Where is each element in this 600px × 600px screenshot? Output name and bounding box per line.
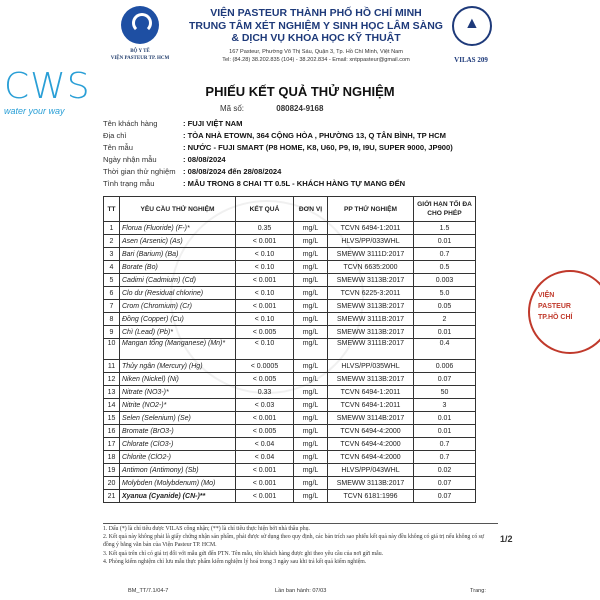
row-number: 10: [104, 339, 120, 360]
col-header: GIỚI HẠN TỐI ĐA CHO PHÉP: [414, 197, 476, 222]
table-row: [104, 222, 476, 235]
test-method: SMEWW 3113B:2017: [328, 274, 414, 287]
table-row: [104, 490, 476, 503]
test-method: TCVN 6181:1996: [328, 490, 414, 503]
unit: mg/L: [294, 490, 328, 503]
table-row: [104, 360, 476, 373]
table-row: [104, 373, 476, 386]
table-row: [104, 274, 476, 287]
document-code-label: Mã số:: [220, 104, 245, 113]
info-row: [103, 118, 503, 130]
row-number: 15: [104, 412, 120, 425]
row-number: 9: [104, 326, 120, 339]
result-value: < 0.005: [236, 425, 294, 438]
result-value: < 0.005: [236, 373, 294, 386]
test-method: SMEWW 3111D:2017: [328, 248, 414, 261]
test-method: SMEWW 3113B:2017: [328, 477, 414, 490]
ministry-caption: [104, 48, 176, 62]
note: 3. Kết quả trên chỉ có giá trị đối với mẫu gửi đến PTN. Tên mẫu, tên khách hàng được ghi theo yêu cầu của nơi gửi mẫu.: [103, 550, 384, 557]
info-row: [103, 154, 503, 166]
result-value: < 0.001: [236, 274, 294, 287]
row-number: 2: [104, 235, 120, 248]
result-value: < 0.001: [236, 464, 294, 477]
info-value: : 08/08/2024: [183, 155, 226, 164]
table-row: [104, 300, 476, 313]
max-limit: 3: [414, 399, 476, 412]
unit: mg/L: [294, 326, 328, 339]
col-header: KẾT QUẢ: [236, 197, 294, 222]
max-limit: 0.7: [414, 451, 476, 464]
unit: mg/L: [294, 451, 328, 464]
unit: mg/L: [294, 412, 328, 425]
unit: mg/L: [294, 438, 328, 451]
result-value: < 0.10: [236, 287, 294, 300]
info-value: : 08/08/2024 đến 28/08/2024: [183, 167, 282, 176]
result-value: < 0.03: [236, 399, 294, 412]
result-value: < 0.001: [236, 412, 294, 425]
note: 2. Kết quả này không phải là giấy chứng nhận sản phẩm, phải được sử dụng theo quy định, các bản trích sao phiếu kết quả này đều không có giá trị nếu không có sự đồng ý bằng văn bản của Viện Pasteur TP. HCM.: [103, 534, 485, 549]
unit: mg/L: [294, 287, 328, 300]
max-limit: 0.05: [414, 300, 476, 313]
document-code-value: 080824-9168: [276, 104, 324, 113]
results-table: [103, 196, 476, 503]
unit: mg/L: [294, 248, 328, 261]
test-method: TCVN 6494-1:2011: [328, 386, 414, 399]
row-number: 8: [104, 313, 120, 326]
result-value: < 0.04: [236, 451, 294, 464]
result-value: < 0.005: [236, 326, 294, 339]
info-value: : NƯỚC - FUJI SMART (P8 HOME, K8, U60, P9, I9, I9U, SUPER 9000, JP900): [183, 143, 453, 152]
info-label: Địa chỉ: [103, 131, 127, 140]
max-limit: 0.4: [414, 339, 476, 360]
row-number: 12: [104, 373, 120, 386]
test-method: HLVS/PP/043WHL: [328, 464, 414, 477]
institute-name: [182, 7, 450, 45]
test-method: HLVS/PP/033WHL: [328, 235, 414, 248]
result-value: < 0.10: [236, 313, 294, 326]
address-line: 167 Pasteur, Phường Võ Thị Sáu, Quận 3, Tp. Hồ Chí Minh, Việt Nam: [229, 49, 403, 55]
test-name: Antimon (Antimony) (Sb): [120, 464, 236, 477]
contact-line: Tel: (84.28) 38.202.835 (104) - 38.202.834 - Email: xntppasteur@gmail.com: [222, 57, 410, 63]
max-limit: 50: [414, 386, 476, 399]
test-name: Thủy ngân (Mercury) (Hg): [120, 360, 236, 373]
max-limit: 0.7: [414, 438, 476, 451]
table-row: [104, 438, 476, 451]
test-name: Nitrate (NO3-)*: [120, 386, 236, 399]
test-method: TCVN 6494-4:2000: [328, 451, 414, 464]
unit: mg/L: [294, 222, 328, 235]
test-name: Niken (Nickel) (Ni): [120, 373, 236, 386]
table-row: [104, 425, 476, 438]
max-limit: 0.02: [414, 464, 476, 477]
max-limit: 0.01: [414, 425, 476, 438]
row-number: 13: [104, 386, 120, 399]
row-number: 19: [104, 464, 120, 477]
result-value: 0.35: [236, 222, 294, 235]
form-code: BM_TT/7.1/04-7: [128, 588, 169, 594]
test-name: Molybden (Molybdenum) (Mo): [120, 477, 236, 490]
test-method: TCVN 6494-1:2011: [328, 399, 414, 412]
test-name: Bari (Barium) (Ba): [120, 248, 236, 261]
test-method: TCVN 6494-4:2000: [328, 438, 414, 451]
unit: mg/L: [294, 235, 328, 248]
unit: mg/L: [294, 386, 328, 399]
row-number: 7: [104, 300, 120, 313]
result-value: < 0.001: [236, 477, 294, 490]
accreditation-label: VILAS 209: [454, 56, 488, 64]
test-name: Mangan tổng (Manganese) (Mn)*: [120, 339, 236, 360]
info-row: [103, 178, 503, 190]
stamp-text: TP.HỒ CHÍ: [538, 314, 573, 321]
test-method: SMEWW 3113B:2017: [328, 373, 414, 386]
table-row: [104, 386, 476, 399]
col-header: ĐƠN VỊ: [294, 197, 328, 222]
unit: mg/L: [294, 339, 328, 360]
unit: mg/L: [294, 373, 328, 386]
result-value: < 0.001: [236, 235, 294, 248]
info-label: Tên khách hàng: [103, 119, 158, 128]
max-limit: 0.5: [414, 261, 476, 274]
row-number: 16: [104, 425, 120, 438]
row-number: 18: [104, 451, 120, 464]
table-row: [104, 235, 476, 248]
document-code: [220, 104, 323, 114]
test-method: TCVN 6635:2000: [328, 261, 414, 274]
test-name: Crom (Chromium) (Cr): [120, 300, 236, 313]
test-name: Selen (Selenium) (Se): [120, 412, 236, 425]
result-value: < 0.001: [236, 490, 294, 503]
test-method: SMEWW 3111B:2017: [328, 339, 414, 360]
test-name: Chlorite (ClO2-): [120, 451, 236, 464]
table-row: [104, 477, 476, 490]
info-value: : MẪU TRONG 8 CHAI TT 0.5L - KHÁCH HÀNG TỰ MANG ĐẾN: [183, 179, 406, 188]
note: 1. Dấu (*) là chỉ tiêu được VILAS công nhận; (**) là chỉ tiêu thực hiện bởi nhà thầu phụ.: [103, 526, 310, 532]
cws-tagline: water your way: [4, 106, 65, 116]
institute-line: VIỆN PASTEUR THÀNH PHỐ HỒ CHÍ MINH: [210, 7, 422, 19]
table-row: [104, 287, 476, 300]
institute-line: & DỊCH VỤ KHOA HỌC KỸ THUẬT: [231, 32, 401, 44]
unit: mg/L: [294, 360, 328, 373]
table-row: [104, 261, 476, 274]
notes: [103, 525, 491, 566]
info-value: : TÒA NHÀ ETOWN, 364 CỘNG HÒA , PHƯỜNG 13, Q TÂN BÌNH, TP HCM: [183, 131, 446, 140]
result-value: < 0.10: [236, 339, 294, 360]
max-limit: 0.07: [414, 373, 476, 386]
test-name: Bromate (BrO3-): [120, 425, 236, 438]
table-row: [104, 464, 476, 477]
info-row: [103, 166, 503, 178]
issue-number: Lần ban hành: 07/03: [275, 588, 327, 594]
table-row: [104, 339, 476, 360]
test-method: SMEWW 3114B:2017: [328, 412, 414, 425]
row-number: 11: [104, 360, 120, 373]
test-name: Nitrite (NO2-)*: [120, 399, 236, 412]
sample-info: [103, 118, 503, 190]
document-title: PHIẾU KẾT QUẢ THỬ NGHIỆM: [205, 84, 395, 99]
row-number: 4: [104, 261, 120, 274]
info-row: [103, 142, 503, 154]
max-limit: 5.0: [414, 287, 476, 300]
row-number: 3: [104, 248, 120, 261]
max-limit: 2: [414, 313, 476, 326]
max-limit: 0.01: [414, 326, 476, 339]
test-name: Asen (Arsenic) (As): [120, 235, 236, 248]
note: 4. Phòng kiểm nghiệm chỉ lưu mẫu thực phẩm kiểm nghiệm lý hoá trong 3 ngày sau khi trả kết quả kiểm nghiệm.: [103, 558, 367, 565]
info-row: [103, 130, 503, 142]
table-row: [104, 451, 476, 464]
test-name: Chlorate (ClO3-): [120, 438, 236, 451]
info-label: Ngày nhận mẫu: [103, 155, 157, 164]
unit: mg/L: [294, 300, 328, 313]
max-limit: 0.003: [414, 274, 476, 287]
result-value: 0.33: [236, 386, 294, 399]
table-row: [104, 412, 476, 425]
max-limit: 0.01: [414, 412, 476, 425]
table-row: [104, 313, 476, 326]
test-name: Xyanua (Cyanide) (CN-)**: [120, 490, 236, 503]
test-name: Chì (Lead) (Pb)*: [120, 326, 236, 339]
institute-address: [180, 48, 452, 64]
test-method: TCVN 6494-4:2000: [328, 425, 414, 438]
row-number: 21: [104, 490, 120, 503]
unit: mg/L: [294, 261, 328, 274]
table-row: [104, 248, 476, 261]
result-value: < 0.10: [236, 261, 294, 274]
test-name: Borate (Bo): [120, 261, 236, 274]
info-label: Tên mẫu: [103, 143, 133, 152]
test-method: TCVN 6494-1:2011: [328, 222, 414, 235]
accreditation-seal-icon: [452, 6, 492, 46]
red-stamp: [528, 270, 600, 354]
stamp-text: VIỆN: [538, 292, 555, 299]
result-value: < 0.001: [236, 300, 294, 313]
max-limit: 0.01: [414, 235, 476, 248]
table-row: [104, 326, 476, 339]
row-number: 1: [104, 222, 120, 235]
test-method: SMEWW 3111B:2017: [328, 313, 414, 326]
max-limit: 0.006: [414, 360, 476, 373]
test-method: SMEWW 3113B:2017: [328, 326, 414, 339]
unit: mg/L: [294, 313, 328, 326]
result-value: < 0.10: [236, 248, 294, 261]
test-name: Cadimi (Cadmium) (Cd): [120, 274, 236, 287]
col-header: PP THỬ NGHIỆM: [328, 197, 414, 222]
table-row: [104, 399, 476, 412]
page-label: Trang:: [470, 588, 486, 594]
ministry-label: BỘ Y TẾ: [130, 49, 150, 54]
test-method: TCVN 6225-3:2011: [328, 287, 414, 300]
unit: mg/L: [294, 274, 328, 287]
row-number: 5: [104, 274, 120, 287]
stamp-text: PASTEUR: [538, 303, 571, 310]
test-name: Đồng (Copper) (Cu): [120, 313, 236, 326]
cws-brand: CWS: [4, 66, 91, 107]
row-number: 6: [104, 287, 120, 300]
unit: mg/L: [294, 477, 328, 490]
max-limit: 0.7: [414, 248, 476, 261]
cws-watermark-logo: [4, 68, 100, 117]
max-limit: 0.07: [414, 477, 476, 490]
row-number: 17: [104, 438, 120, 451]
pasteur-logo-icon: [121, 6, 159, 44]
test-method: HLVS/PP/035WHL: [328, 360, 414, 373]
max-limit: 1.5: [414, 222, 476, 235]
page-number: 1/2: [500, 534, 513, 544]
col-header: TT: [104, 197, 120, 222]
test-name: Florua (Fluoride) (F-)*: [120, 222, 236, 235]
info-value: : FUJI VIỆT NAM: [183, 119, 243, 128]
table-header-row: [104, 197, 476, 222]
test-method: SMEWW 3113B:2017: [328, 300, 414, 313]
unit: mg/L: [294, 425, 328, 438]
institute-line: TRUNG TÂM XÉT NGHIỆM Y SINH HỌC LÂM SÀNG: [189, 19, 443, 32]
row-number: 20: [104, 477, 120, 490]
result-value: < 0.0005: [236, 360, 294, 373]
test-name: Clo dư (Residual chlorine): [120, 287, 236, 300]
info-label: Thời gian thử nghiệm: [103, 167, 176, 176]
unit: mg/L: [294, 399, 328, 412]
unit: mg/L: [294, 464, 328, 477]
col-header: YÊU CẦU THỬ NGHIỆM: [120, 197, 236, 222]
institute-short: VIỆN PASTEUR TP. HCM: [110, 56, 170, 61]
divider: [103, 523, 498, 524]
row-number: 14: [104, 399, 120, 412]
result-value: < 0.04: [236, 438, 294, 451]
info-label: Tình trạng mẫu: [103, 179, 155, 188]
max-limit: 0.07: [414, 490, 476, 503]
